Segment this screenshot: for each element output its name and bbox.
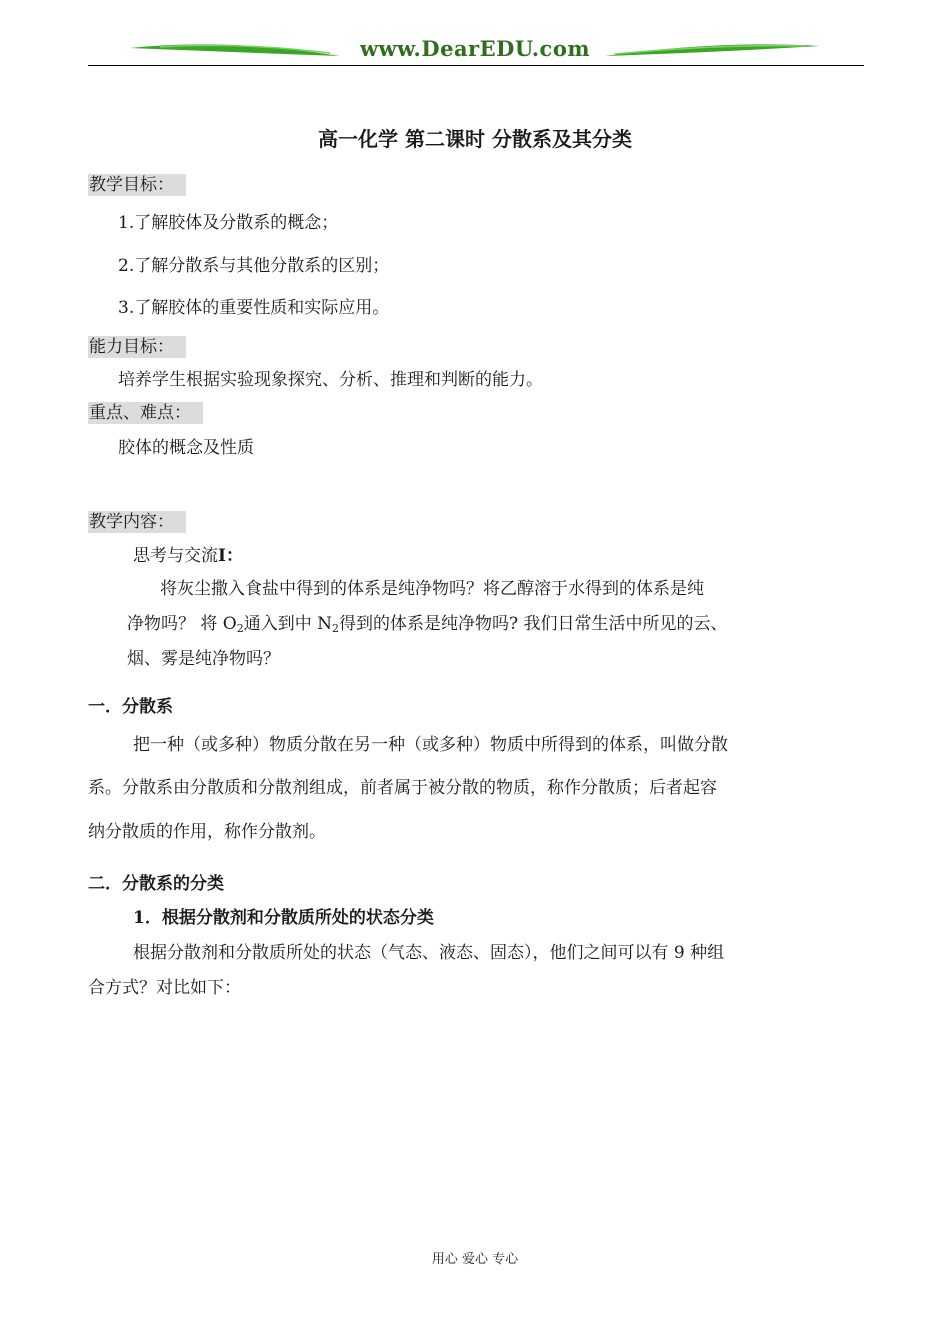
objective-item: 3.了解胶体的重要性质和实际应用。 [118,298,390,318]
objectives-label-wrap [88,170,186,195]
keypoints-label: 重点、难点： [88,402,203,424]
think-suffix: I： [218,546,243,566]
keypoints-text: 胶体的概念及性质 [118,438,254,458]
keypoints-label-wrap [88,398,203,423]
question-text: 通入到中 N [243,614,333,634]
subscript: 2 [332,622,340,635]
section2-line: 根据分散剂和分散质所处的状态（气态、液态、固态），他们之间可以有 9 种组 [133,943,725,963]
section1-line: 系。分散系由分散质和分散剂组成，前者属于被分散的物质，称作分散质；后者起容 [88,778,717,798]
section2-subheading: 1．根据分散剂和分散质所处的状态分类 [133,908,434,928]
ability-label-wrap [88,332,186,357]
subscript: 2 [236,622,244,635]
question-line: 将灰尘撒入食盐中得到的体系是纯净物吗？将乙醇溶于水得到的体系是纯 [160,579,704,599]
question-text: 净物吗？ 将 O [127,614,237,634]
section1-heading: 一．分散系 [88,697,173,717]
section1-line: 纳分散质的作用，称作分散剂。 [88,822,326,842]
ability-label: 能力目标： [88,336,186,358]
think-title: 思考与交流 [133,546,218,566]
page-header [0,0,950,80]
site-logo: www.DearEDU.com [359,36,591,61]
header-rule [88,65,864,66]
objective-item: 1.了解胶体及分散系的概念； [118,213,339,233]
page-title: 高一化学 第二课时 分散系及其分类 [318,127,632,151]
question-line [127,609,728,634]
ability-text: 培养学生根据实验现象探究、分析、推理和判断的能力。 [118,370,543,390]
objectives-label: 教学目标： [88,174,186,196]
content-label: 教学内容： [88,511,186,533]
objective-item: 2.了解分散系与其他分散系的区别； [118,256,390,276]
section1-line: 把一种（或多种）物质分散在另一种（或多种）物质中所得到的体系，叫做分散 [133,735,728,755]
content-label-wrap [88,507,186,532]
section2-heading: 二．分散系的分类 [88,874,224,894]
question-text: 得到的体系是纯净物吗? 我们日常生活中所见的云、 [339,614,728,634]
question-line: 烟、雾是纯净物吗？ [127,649,280,669]
page-footer: 用心 爱心 专心 [431,1252,519,1267]
section2-line: 合方式？对比如下： [88,978,241,998]
think-heading [133,541,243,566]
